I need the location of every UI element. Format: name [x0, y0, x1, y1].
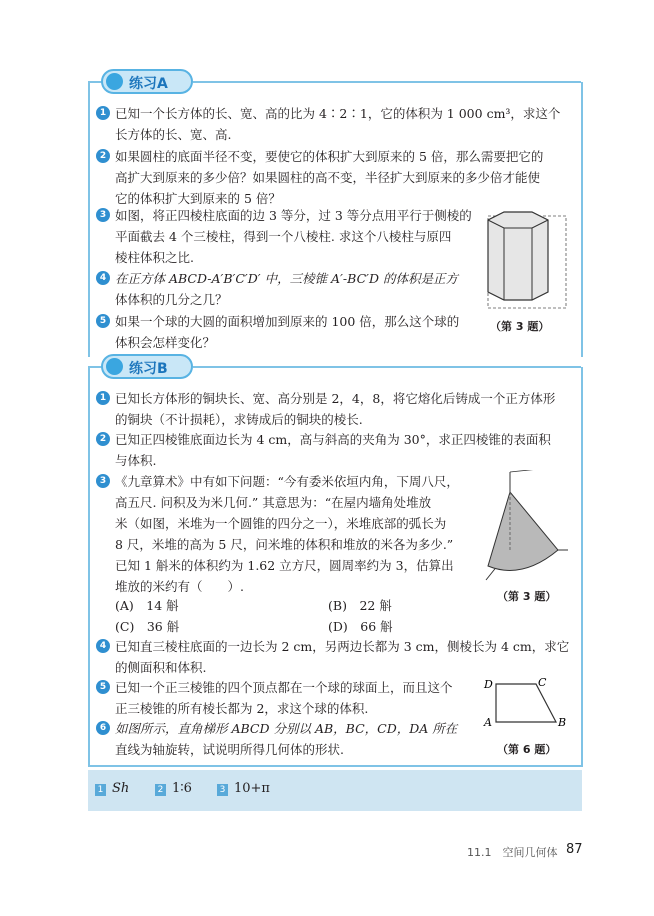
item-text: 棱柱体积之比. — [115, 250, 194, 265]
item-text: 如图所示，直角梯形 ABCD 分别以 AB，BC，CD，DA 所在 — [115, 721, 458, 736]
label-c: C — [538, 676, 547, 689]
label-b: B — [558, 716, 567, 729]
item-text: 已知一个长方体的长、宽、高的比为 4∶2∶1，它的体积为 1 000 cm³，求这个 — [115, 106, 561, 121]
item-text: 体体积的几分之几？ — [115, 292, 228, 307]
rice-pile-figure — [482, 470, 572, 585]
item-number: 5 — [96, 680, 110, 694]
item-text: 已知一个正三棱锥的四个顶点都在一个球的球面上，而且这个 — [115, 680, 453, 695]
item-text: 它的体积扩大到原来的 5 倍？ — [115, 191, 281, 206]
exercise-a-tab — [101, 69, 193, 94]
item-number: 1 — [96, 391, 110, 405]
choice-c: (C) 36 斛 — [115, 619, 180, 634]
exercise-a-top-rule — [193, 81, 581, 83]
item-number: 4 — [96, 639, 110, 653]
exercise-a-title: 练习A — [129, 76, 168, 92]
label-a: A — [484, 716, 492, 729]
item-number: 5 — [96, 314, 110, 328]
answer-number: 3 — [217, 784, 228, 796]
exercise-b-tab — [101, 354, 193, 379]
exercise-b-top-rule — [193, 366, 581, 368]
item-text: 体积会怎样变化？ — [115, 335, 216, 350]
answer-number: 1 — [95, 784, 106, 796]
item-number: 3 — [96, 208, 110, 222]
choice-d: (D) 66 斛 — [328, 619, 393, 634]
figure-caption: （第 3 题） — [490, 320, 550, 333]
item-text: 堆放的米约有（ ）. — [115, 579, 244, 594]
item-text: 在正方体 ABCD-A′B′C′D′ 中，三棱锥 A′-BC′D 的体积是正方 — [115, 271, 458, 286]
item-text: 高五尺. 问积及为米几何.” 其意思为：“在屋内墙角处堆放 — [115, 495, 432, 510]
page-number: 87 — [566, 842, 583, 857]
item-text: 《九章算术》中有如下问题：“今有委米依垣内角，下周八尺， — [115, 474, 459, 489]
item-text: 8 尺，米堆的高为 5 尺，问米堆的体积和堆放的米各为多少.” — [115, 537, 454, 552]
choice-a: (A) 14 斛 — [115, 598, 179, 613]
exercise-b-title: 练习B — [129, 361, 168, 377]
answer-text: 10+π — [234, 781, 270, 796]
item-text: 如图，将正四棱柱底面的边 3 等分，过 3 等分点用平行于侧棱的 — [115, 208, 472, 223]
item-text: 直线为轴旋转，试说明所得几何体的形状. — [115, 742, 344, 757]
item-number: 4 — [96, 271, 110, 285]
footer-section: 11.1 空间几何体 — [467, 846, 558, 859]
answer-strip — [88, 770, 582, 811]
octagonal-prism-figure — [482, 206, 572, 316]
answer-number: 2 — [155, 784, 166, 796]
item-text: 已知长方体形的铜块长、宽、高分别是 2，4，8，将它熔化后铸成一个正方体形 — [115, 391, 556, 406]
item-text: 已知直三棱柱底面的一边长为 2 cm，另两边长都为 3 cm，侧棱长为 4 cm，求它 — [115, 639, 570, 654]
choice-b: (B) 22 斛 — [328, 598, 392, 613]
item-text: 的侧面积和体积. — [115, 660, 207, 675]
item-text: 如果圆柱的底面半径不变，要使它的体积扩大到原来的 5 倍，那么需要把它的 — [115, 149, 544, 164]
item-text: 米（如图，米堆为一个圆锥的四分之一），米堆底部的弧长为 — [115, 516, 447, 531]
pencil-icon — [106, 73, 123, 90]
item-text: 高扩大到原来的多少倍？如果圆柱的高不变，半径扩大到原来的多少倍才能使 — [115, 170, 541, 185]
item-text: 已知 1 斛米的体积约为 1.62 立方尺，圆周率约为 3，估算出 — [115, 558, 454, 573]
answer-text: 1∶6 — [172, 781, 192, 796]
label-d: D — [484, 678, 493, 691]
item-text: 长方体的长、宽、高. — [115, 127, 232, 142]
item-number: 1 — [96, 106, 110, 120]
item-number: 2 — [96, 149, 110, 163]
answer-text: Sh — [112, 781, 130, 796]
item-text: 如果一个球的大圆的面积增加到原来的 100 倍，那么这个球的 — [115, 314, 460, 329]
trapezoid-figure — [482, 672, 572, 732]
item-text: 的铜块（不计损耗），求铸成后的铜块的棱长. — [115, 412, 363, 427]
item-text: 正三棱锥的所有棱长都为 2，求这个球的体积. — [115, 701, 369, 716]
item-number: 3 — [96, 474, 110, 488]
item-text: 已知正四棱锥底面边长为 4 cm，高与斜高的夹角为 30°，求正四棱锥的表面积 — [115, 432, 551, 447]
pencil-icon — [106, 358, 123, 375]
item-number: 2 — [96, 432, 110, 446]
figure-caption: （第 3 题） — [497, 590, 557, 603]
item-number: 6 — [96, 721, 110, 735]
item-text: 与体积. — [115, 453, 157, 468]
figure-caption: （第 6 题） — [497, 743, 557, 756]
item-text: 平面截去 4 个三棱柱，得到一个八棱柱. 求这个八棱柱与原四 — [115, 229, 452, 244]
